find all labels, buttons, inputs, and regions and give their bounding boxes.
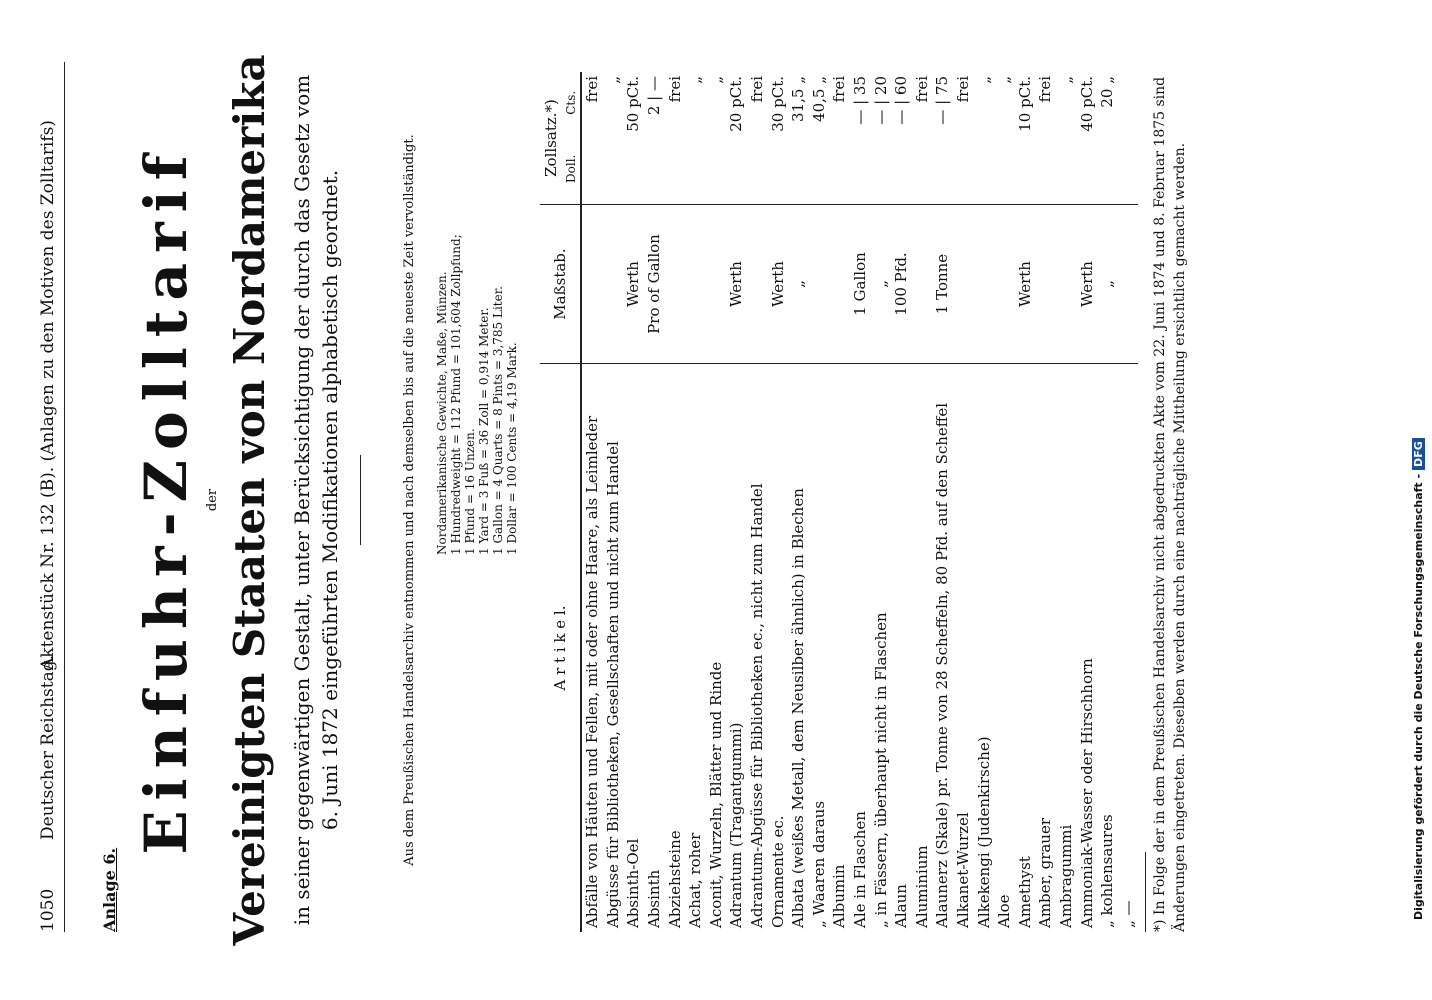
row-artikel: Absinth-Oel [623, 364, 644, 933]
table-row [1117, 72, 1138, 932]
row-artikel: Ambragummi [1056, 364, 1077, 933]
digitization-note [1412, 438, 1425, 920]
row-massstab: „ [1097, 205, 1118, 364]
subtitle-line-1: in seiner gegenwärtigen Gestalt, unter Berücksichtigung der durch das Gesetz vom [290, 74, 314, 926]
table-row [1035, 72, 1056, 932]
table-row [623, 72, 644, 932]
row-artikel: „ — [1117, 364, 1138, 933]
row-artikel: Achat, roher [685, 364, 706, 933]
header-zollsatz: Zollsatz.*) [542, 99, 560, 177]
row-artikel: Albumin [829, 364, 850, 933]
footnote-line-2: Änderungen eingetreten. Dieselben werden durch eine nachträgliche Mittheilung ersichtlich gemacht werden. [1172, 142, 1188, 932]
header-cts: Cts. [562, 72, 581, 134]
row-artikel: „ kohlensaures [1097, 364, 1118, 933]
row-artikel: Absinth [644, 364, 665, 933]
row-artikel: Alaun [891, 364, 912, 933]
measure-line: 1 Dollar = 100 Cents = 4,19 Mark. [505, 342, 519, 555]
row-zollsatz: „ [995, 76, 1014, 84]
footnote-line-1: *) In Folge der in dem Preußischen Handelsarchiv nicht abgedruckten Akte vom 22. Juni 1874 und 8. Februar 1875 sind [1152, 76, 1168, 932]
table-row [726, 72, 747, 932]
row-artikel: „ in Fässern, überhaupt nicht in Flaschen [870, 364, 891, 933]
row-massstab [1035, 205, 1056, 364]
row-zollsatz: frei [665, 76, 684, 103]
row-massstab: Werth [623, 205, 644, 364]
row-zollsatz: 20 „ [1098, 76, 1117, 108]
row-massstab: „ [788, 205, 809, 364]
measure-line: 1 Pfund = 16 Unzen. [463, 428, 477, 555]
measure-line: 1 Hundredweight = 112 Pfund = 101,604 Zollpfund; [449, 234, 463, 555]
table-row [891, 72, 912, 932]
row-zollsatz: „ [1056, 76, 1075, 84]
table-row [953, 72, 974, 932]
table-row [644, 72, 665, 932]
table-row [788, 72, 809, 932]
row-artikel: Alkanet-Wurzel [953, 364, 974, 933]
table-row [932, 72, 953, 932]
page-title: Einfuhr-Zolltarif [132, 145, 200, 855]
row-massstab: 1 Tonne [932, 205, 953, 364]
header-massstab: Maßstab. [540, 205, 581, 364]
table-row [809, 72, 830, 932]
source-note: Aus dem Preußischen Handelsarchiv entnommen und nach demselben bis auf die neueste Zeit vervollständigt. [402, 134, 417, 866]
row-artikel: Alaunerz (Skale) pr. Tonne von 28 Scheffeln, 80 Pfd. auf den Scheffel [932, 364, 953, 933]
table-row [1014, 72, 1035, 932]
subtitle-line-2: 6. Juni 1872 eingeführten Modifikationen alphabetisch geordnet. [318, 169, 342, 831]
title-connector: der [205, 488, 220, 512]
row-massstab [829, 205, 850, 364]
row-massstab [809, 205, 830, 364]
row-zollsatz: — | 75 [933, 76, 952, 125]
row-massstab [706, 205, 727, 364]
row-zollsatz: 10 pCt. [1015, 76, 1034, 132]
row-massstab: 100 Pfd. [891, 205, 912, 364]
header-reichstag: Deutscher Reichstag. [38, 655, 58, 840]
row-massstab [953, 205, 974, 364]
table-row [664, 72, 685, 932]
page-number: 1050 [38, 888, 58, 932]
row-massstab: 1 Gallon [850, 205, 871, 364]
row-massstab [994, 205, 1015, 364]
footnote-rule [1145, 852, 1146, 932]
tariff-table [540, 72, 1138, 932]
row-zollsatz: „ [686, 76, 705, 84]
header-rule [64, 62, 65, 932]
tariff-rows [581, 72, 1138, 932]
row-zollsatz: 30 pCt. [768, 76, 787, 132]
row-massstab: Werth [726, 205, 747, 364]
row-artikel: Aconit, Wurzeln, Blätter und Rinde [706, 364, 727, 933]
row-zollsatz: frei [953, 76, 972, 103]
table-row [685, 72, 706, 932]
measure-line: 1 Gallon = 4 Quarts = 8 Pints = 3,785 Liter. [491, 286, 505, 555]
row-zollsatz: — | 60 [892, 76, 911, 125]
dfg-logo: DFG [1412, 438, 1425, 470]
row-massstab: Werth [1014, 205, 1035, 364]
table-row [1076, 72, 1097, 932]
row-artikel: Ale in Flaschen [850, 364, 871, 933]
row-artikel: „ Waaren daraus [809, 364, 830, 933]
row-zollsatz: frei [1036, 76, 1055, 103]
row-massstab: Werth [1076, 205, 1097, 364]
row-massstab [912, 205, 933, 364]
row-artikel: Adrantum (Tragantgummi) [726, 364, 747, 933]
row-massstab [581, 205, 603, 364]
page-subtitle: Vereinigten Staaten von Nordamerika [225, 54, 274, 946]
row-zollsatz: „ [603, 76, 622, 84]
row-zollsatz: 50 pCt. [624, 76, 643, 132]
measure-line: 1 Yard = 3 Fuß = 36 Zoll = 0,914 Meter. [477, 307, 491, 555]
row-massstab: Pro of Gallon [644, 205, 665, 364]
table-row [870, 72, 891, 932]
anlage-label: Anlage 6. [100, 847, 119, 932]
table-row [1097, 72, 1118, 932]
row-artikel: Abgüsse für Bibliotheken, Gesellschaften und nicht zum Handel [603, 364, 624, 933]
row-artikel: Abfälle von Häuten und Fellen, mit oder ohne Haare, als Leimleder [581, 364, 603, 933]
table-row [829, 72, 850, 932]
table-row [973, 72, 994, 932]
row-zollsatz: 2 | — [645, 76, 664, 116]
table-row [706, 72, 727, 932]
row-zollsatz: — | 35 [851, 76, 870, 125]
row-artikel: Amethyst [1014, 364, 1035, 933]
table-row [850, 72, 871, 932]
row-zollsatz: 40 pCt. [1077, 76, 1096, 132]
header-artikel: A r t i k e l. [540, 364, 581, 933]
row-artikel: Alkekengi (Judenkirsche) [973, 364, 994, 933]
row-artikel: Abziehsteine [664, 364, 685, 933]
table-row [1056, 72, 1077, 932]
table-row [767, 72, 788, 932]
row-massstab [973, 205, 994, 364]
header-doll: Doll. [562, 134, 581, 205]
table-row [581, 72, 603, 932]
header-akten: Aktenstück Nr. 132 (B). (Anlagen zu den Motiven des Zolltarifs) [38, 120, 58, 670]
row-artikel: Amber, grauer [1035, 364, 1056, 933]
digitization-text: Digitalisierung gefördert durch die Deutsche Forschungsgemeinschaft - [1412, 473, 1425, 920]
row-massstab [747, 205, 768, 364]
row-massstab [664, 205, 685, 364]
row-artikel: Adrantum-Abgüsse für Bibliotheken ec., nicht zum Handel [747, 364, 768, 933]
row-zollsatz: frei [830, 76, 849, 103]
row-zollsatz: frei [912, 76, 931, 103]
row-zollsatz: frei [583, 76, 602, 103]
row-artikel: Ornamente ec. [767, 364, 788, 933]
row-artikel: Aloe [994, 364, 1015, 933]
row-zollsatz: — | 20 [871, 76, 890, 125]
row-artikel: Albata (weißes Metall, dem Neusilber ähnlich) in Blechen [788, 364, 809, 933]
row-massstab [603, 205, 624, 364]
row-artikel: Aluminium [912, 364, 933, 933]
table-row [603, 72, 624, 932]
table-row [994, 72, 1015, 932]
row-zollsatz: „ [974, 76, 993, 84]
row-massstab: Werth [767, 205, 788, 364]
row-zollsatz: „ [706, 76, 725, 84]
row-zollsatz: frei [748, 76, 767, 103]
title-rule [360, 455, 361, 545]
row-zollsatz: 40,5 „ [809, 76, 828, 122]
table-row [912, 72, 933, 932]
row-massstab [1056, 205, 1077, 364]
row-artikel: Ammoniak-Wasser oder Hirschhorn [1076, 364, 1097, 933]
row-massstab [1117, 205, 1138, 364]
measures-heading: Nordamerikanische Gewichte, Maße, Münzen. [435, 271, 449, 555]
row-massstab: „ [870, 205, 891, 364]
row-zollsatz: 31,5 „ [789, 76, 808, 122]
row-zollsatz: 20 pCt. [727, 76, 746, 132]
row-zollsatz [1117, 72, 1138, 205]
table-row [747, 72, 768, 932]
row-massstab [685, 205, 706, 364]
